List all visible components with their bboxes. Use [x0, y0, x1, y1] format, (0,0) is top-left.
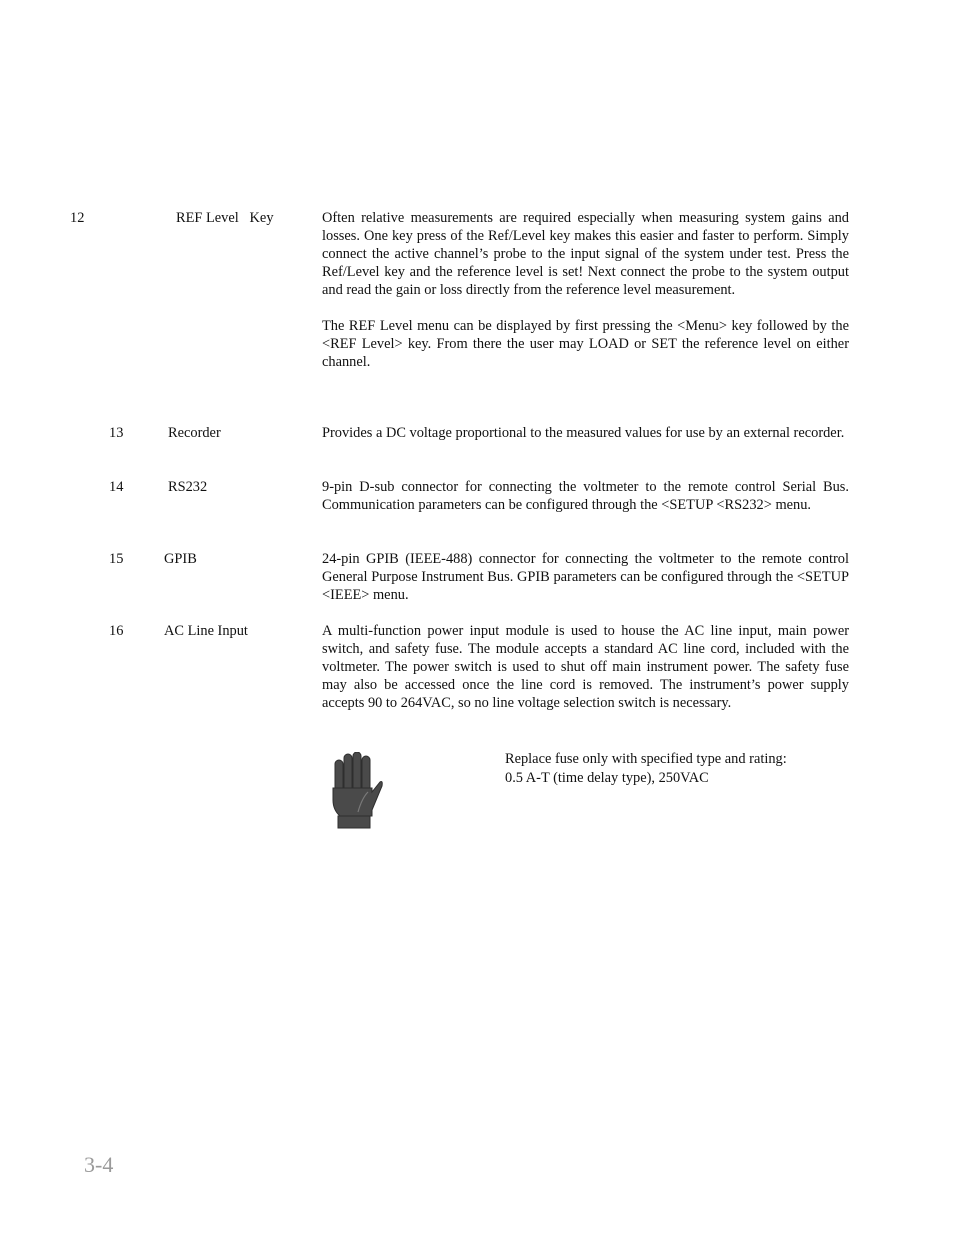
item-13-paragraph: Provides a DC voltage proportional to the measured values for use by an external recorder.: [322, 425, 845, 441]
item-12-number: 12: [70, 210, 85, 226]
item-12-paragraph: Often relative measurements are required especially when measuring system gains and losses. One key press of the Ref/Level key makes this easier and faster to perform. Simply connect the active channel’s probe to the input signal of the system under test. Press the Ref/Level key and the reference level is set! Next connect the probe to the system output and read the gain or loss directly from the reference level measurement.: [322, 210, 849, 298]
item-15-label: GPIB: [164, 551, 197, 567]
item-13-description: [322, 424, 849, 442]
item-14-number: 14: [109, 479, 124, 495]
fuse-warning-line-2: 0.5 A-T (time delay type), 250VAC: [505, 770, 709, 786]
item-15-description: [322, 550, 849, 604]
item-16-number: 16: [109, 623, 124, 639]
item-14-description: [322, 478, 849, 514]
fuse-warning: [505, 750, 849, 788]
item-16-paragraph: A multi-function power input module is used to house the AC line input, main power switch, and safety fuse. The module accepts a standard AC line cord, included with the voltmeter. The power switch is used to shut off main instrument power. The safety fuse may also be accessed once the line cord is removed. The instrument’s power supply accepts 90 to 264VAC, so no line voltage selection switch is necessary.: [322, 623, 849, 711]
item-16-label: AC Line Input: [164, 623, 248, 639]
item-12-label: REF Level Key: [176, 210, 274, 226]
item-12-description: [322, 209, 849, 371]
item-15-paragraph: 24-pin GPIB (IEEE-488) connector for connecting the voltmeter to the remote control General Purpose Instrument Bus. GPIB parameters can be configured through the <SETUP <IEEE> menu.: [322, 551, 849, 603]
item-14-paragraph: 9-pin D-sub connector for connecting the voltmeter to the remote control Serial Bus. Communication parameters can be configured through the <SETUP <RS232> menu.: [322, 479, 849, 513]
item-13-label: Recorder: [168, 425, 221, 441]
item-14-label: RS232: [168, 479, 208, 495]
page-number: 3-4: [84, 1152, 114, 1177]
item-15-number: 15: [109, 551, 124, 567]
hand-stop-icon: [328, 752, 384, 830]
item-12-paragraph: The REF Level menu can be displayed by first pressing the <Menu> key followed by the <REF Level> key. From there the user may LOAD or SET the reference level on either channel.: [322, 318, 849, 370]
item-16-description: [322, 622, 849, 712]
fuse-warning-line-1: Replace fuse only with specified type and rating:: [505, 751, 787, 767]
item-13-number: 13: [109, 425, 124, 441]
